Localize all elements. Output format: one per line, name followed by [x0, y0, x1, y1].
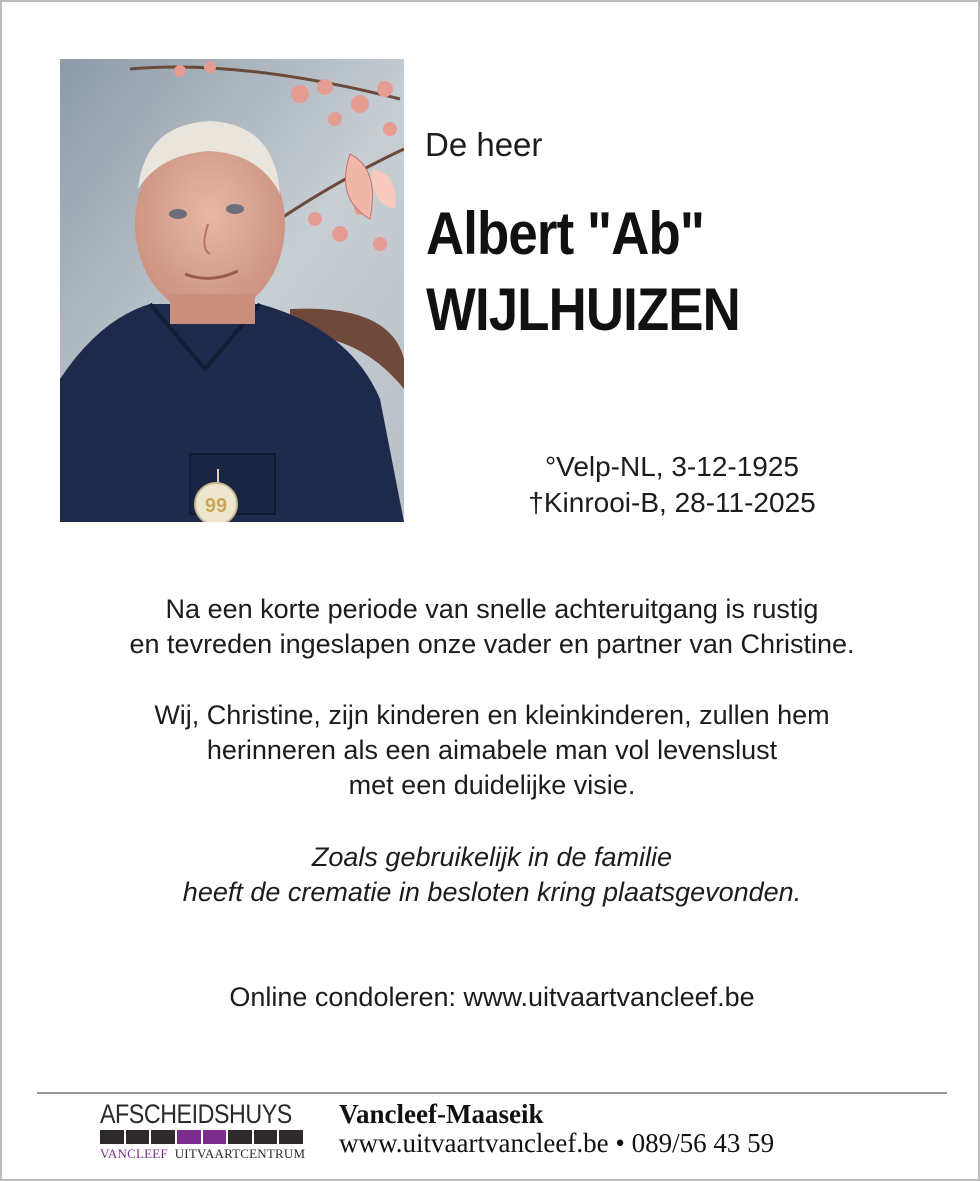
company-name: Vancleef-Maaseik [339, 1099, 544, 1129]
logo-title: AFSCHEIDSHUYS [100, 1099, 292, 1129]
logo-sub-left: VANCLEEF [100, 1146, 168, 1161]
death-date: †Kinrooi-B, 28-11-2025 [528, 487, 816, 518]
birth-date: °Velp-NL, 3-12-1925 [544, 451, 800, 482]
logo-color-bar [100, 1130, 305, 1144]
text-line: en tevreden ingeslapen onze vader en partner van Christine. [129, 629, 855, 659]
salutation: De heer [425, 126, 543, 163]
cremation-paragraph [2, 840, 980, 910]
life-dates [492, 449, 852, 521]
text-line: met een duidelijke visie. [348, 770, 636, 800]
funeral-home-logo [100, 1099, 310, 1163]
logo-subtitle [100, 1146, 310, 1162]
condolence-line: Online condoleren: www.uitvaartvancleef.be [229, 982, 755, 1012]
text-line: herinneren als een aimabele man vol levenslust [206, 735, 778, 765]
text-line: Wij, Christine, zijn kinderen en kleinkinderen, zullen hem [154, 700, 830, 730]
badge-number: 99 [204, 495, 228, 517]
announcement-paragraph [2, 592, 980, 662]
company-contact [339, 1128, 774, 1159]
text-line: Na een korte periode van snelle achteruitgang is rustig [165, 594, 819, 624]
name-line-1: Albert "Ab" [426, 200, 704, 267]
name-line-2: WIJLHUIZEN [426, 276, 740, 343]
separator-bullet: • [615, 1128, 625, 1158]
portrait-photo [60, 59, 404, 522]
deceased-name [426, 196, 740, 348]
text-line: Zoals gebruikelijk in de familie [311, 842, 673, 872]
family-paragraph [2, 698, 980, 803]
footer-divider [37, 1092, 947, 1094]
company-phone: 089/56 43 59 [631, 1128, 775, 1158]
text-line: heeft de crematie in besloten kring plaatsgevonden. [182, 877, 802, 907]
logo-sub-right: UITVAARTCENTRUM [174, 1146, 306, 1161]
company-website[interactable]: www.uitvaartvancleef.be [339, 1128, 609, 1158]
